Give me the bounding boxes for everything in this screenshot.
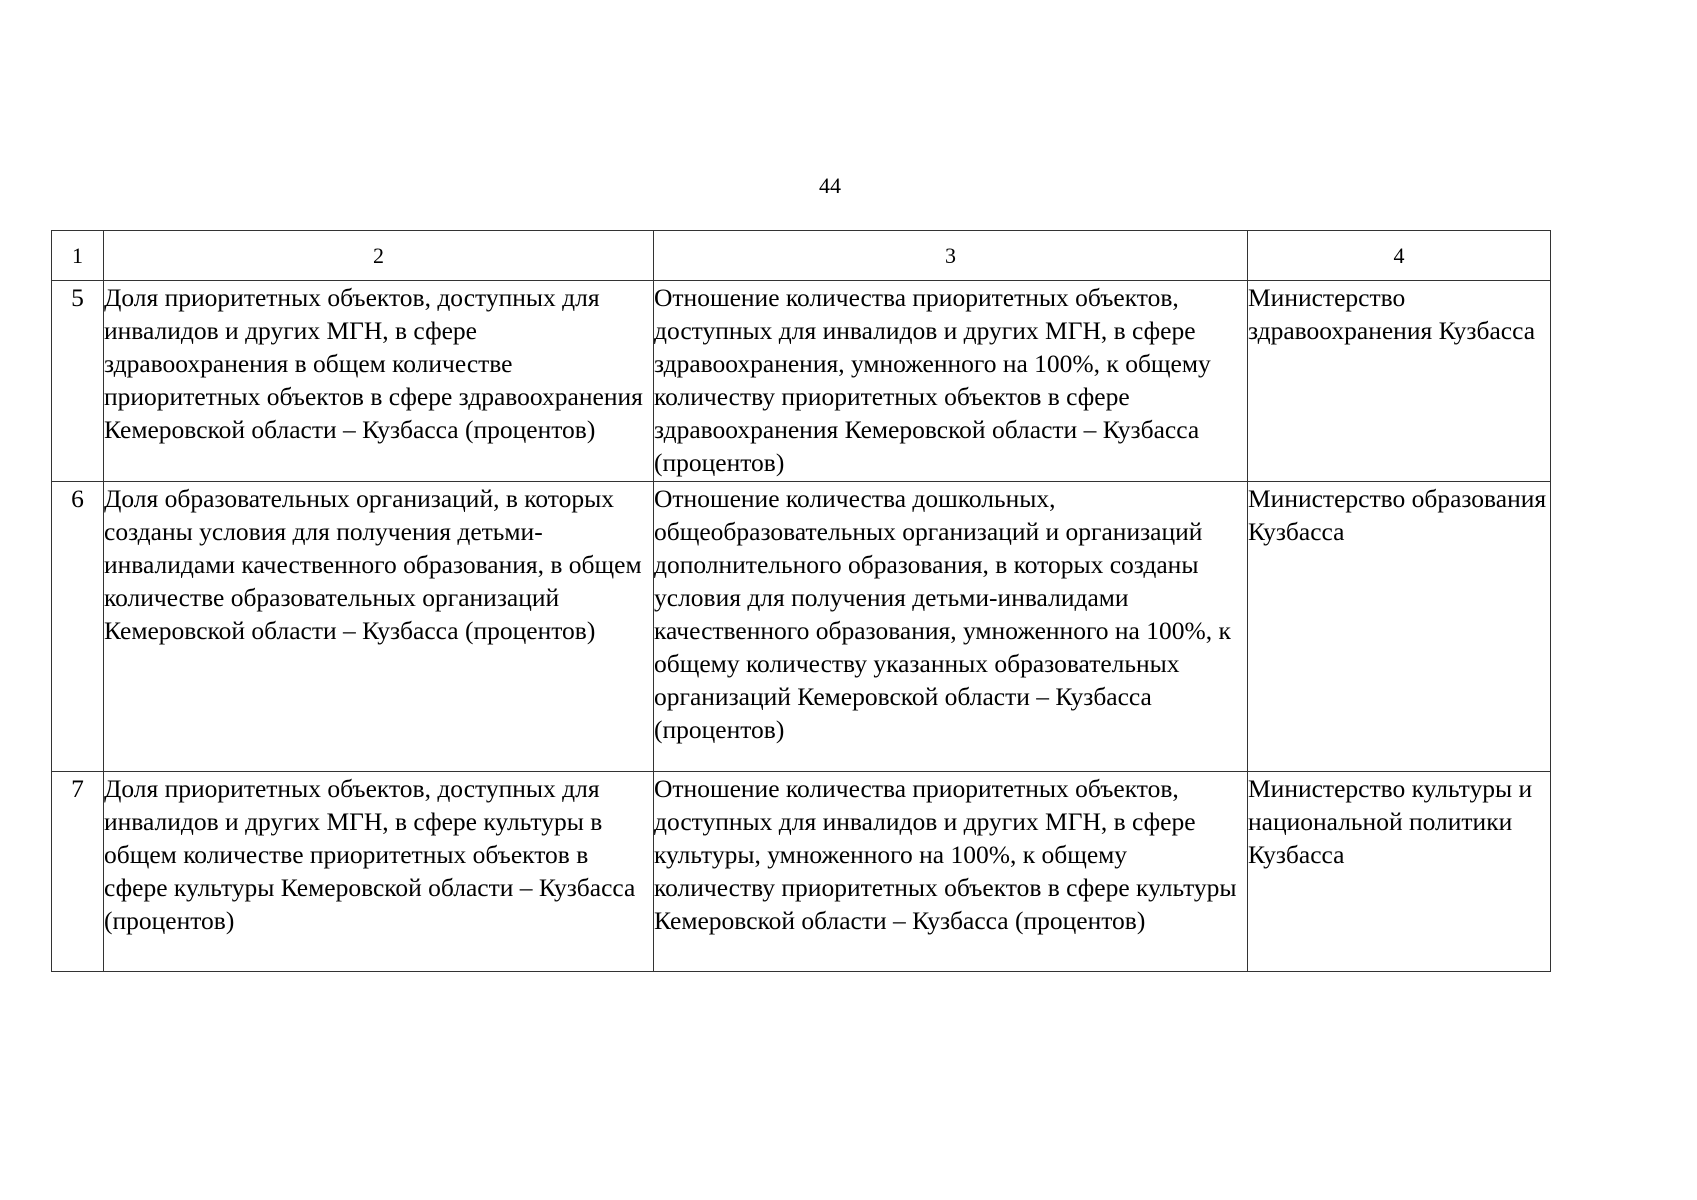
row-number: 5 [52,281,104,482]
header-col-2: 2 [104,231,654,281]
responsible-cell: Министерство культуры и национальной политики Кузбасса [1248,772,1551,972]
indicator-cell: Доля приоритетных объектов, доступных для инвалидов и других МГН, в сфере здравоохранения в общем количестве приоритетных объектов в сфере здравоохранения Кемеровской области – Кузбасса (процентов) [104,281,654,482]
responsible-cell: Министерство здравоохранения Кузбасса [1248,281,1551,482]
method-cell: Отношение количества приоритетных объектов, доступных для инвалидов и других МГН, в сфере здравоохранения, умноженного на 100%, к общему количеству приоритетных объектов в сфере здравоохранения Кемеровской области – Кузбасса (процентов) [654,281,1248,482]
header-col-4: 4 [1248,231,1551,281]
header-col-1: 1 [52,231,104,281]
method-cell: Отношение количества приоритетных объектов, доступных для инвалидов и других МГН, в сфере культуры, умноженного на 100%, к общему количеству приоритетных объектов в сфере культуры Кемеровской области – Кузбасса (процентов) [654,772,1248,972]
header-col-3: 3 [654,231,1248,281]
row-number: 6 [52,482,104,772]
table-row [52,482,1551,772]
indicators-table [51,230,1551,972]
responsible-cell: Министерство образования Кузбасса [1248,482,1551,772]
table-row [52,772,1551,972]
page-number: 44 [819,173,841,198]
row-number: 7 [52,772,104,972]
indicator-cell: Доля приоритетных объектов, доступных для инвалидов и других МГН, в сфере культуры в общем количестве приоритетных объектов в сфере культуры Кемеровской области – Кузбасса (процентов) [104,772,654,972]
indicator-cell: Доля образовательных организаций, в которых созданы условия для получения детьми-инвалидами качественного образования, в общем количестве образовательных организаций Кемеровской области – Кузбасса (процентов) [104,482,654,772]
header-row [52,231,1551,281]
table-row [52,281,1551,482]
table-body [52,281,1551,972]
method-cell: Отношение количества дошкольных, общеобразовательных организаций и организаций дополнительного образования, в которых созданы условия для получения детьми-инвалидами качественного образования, умноженного на 100%, к общему количеству указанных образовательных организаций Кемеровской области – Кузбасса (процентов) [654,482,1248,772]
table-header [52,231,1551,281]
